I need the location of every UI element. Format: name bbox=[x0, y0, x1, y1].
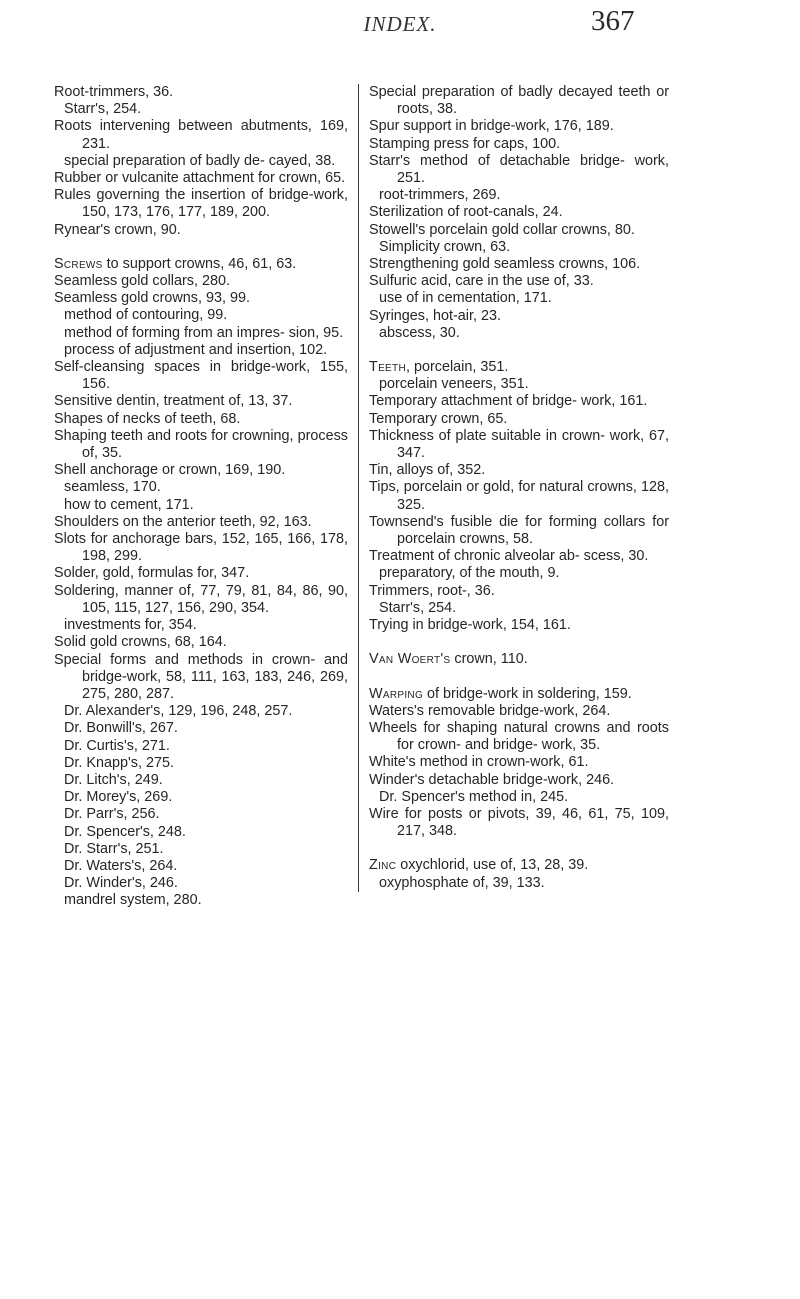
index-entry bbox=[54, 583, 348, 617]
entry-text: investments for, 354. bbox=[64, 617, 197, 634]
index-entry bbox=[369, 256, 669, 273]
index-entry bbox=[54, 187, 348, 221]
index-entry bbox=[54, 170, 348, 187]
section-lead-word: Van Woert's bbox=[369, 651, 451, 668]
index-entry bbox=[54, 428, 348, 462]
entry-text: Temporary attachment of bridge- work, 161. bbox=[369, 393, 648, 410]
index-entry bbox=[54, 84, 348, 101]
entry-text: Winder's detachable bridge-work, 246. bbox=[369, 771, 615, 788]
index-entry bbox=[54, 411, 348, 428]
index-entry bbox=[369, 84, 669, 118]
entry-text: Thickness of plate suitable in crown- work, 67, 347. bbox=[369, 427, 669, 462]
index-subentry bbox=[54, 824, 348, 841]
index-column-right bbox=[358, 84, 669, 892]
entry-text: oxychlorid, use of, 13, 28, 39. bbox=[396, 857, 589, 874]
running-header-title: INDEX. bbox=[363, 12, 437, 36]
entry-text: Tin, alloys of, 352. bbox=[369, 462, 486, 479]
index-subentry bbox=[54, 307, 348, 324]
entry-text: Rubber or vulcanite attachment for crown, 65. bbox=[54, 170, 346, 187]
entry-text: Sensitive dentin, treatment of, 13, 37. bbox=[54, 393, 293, 410]
entry-text: Sterilization of root-canals, 24. bbox=[369, 204, 563, 221]
index-entry bbox=[369, 118, 669, 135]
entry-text: Dr. Alexander's, 129, 196, 248, 257. bbox=[64, 703, 293, 720]
index-entry bbox=[369, 153, 669, 187]
entry-text: Dr. Winder's, 246. bbox=[64, 875, 178, 892]
entry-text: method of contouring, 99. bbox=[64, 307, 228, 324]
index-subentry bbox=[54, 892, 348, 909]
entry-text: abscess, 30. bbox=[379, 324, 460, 341]
entry-text: Wheels for shaping natural crowns and roots for crown- and bridge- work, 35. bbox=[369, 719, 669, 754]
index-subentry bbox=[369, 325, 669, 342]
index-entry bbox=[54, 565, 348, 582]
index-entry bbox=[54, 634, 348, 651]
entry-text: White's method in crown-work, 61. bbox=[369, 754, 589, 771]
index-entry bbox=[369, 686, 669, 703]
index-entry bbox=[369, 462, 669, 479]
entry-text: Shaping teeth and roots for crowning, process of, 35. bbox=[54, 427, 348, 462]
entry-text: Shell anchorage or crown, 169, 190. bbox=[54, 462, 286, 479]
entry-text: Root-trimmers, 36. bbox=[54, 84, 174, 100]
index-entry bbox=[54, 256, 348, 273]
index-entry bbox=[54, 462, 348, 479]
index-subentry bbox=[54, 703, 348, 720]
entry-text: Tips, porcelain or gold, for natural crowns, 128, 325. bbox=[369, 479, 669, 513]
entry-text: Strengthening gold seamless crowns, 106. bbox=[369, 256, 641, 273]
entry-text: Rules governing the insertion of bridge-work, 150, 173, 176, 177, 189, 200. bbox=[54, 187, 348, 221]
index-entry bbox=[369, 136, 669, 153]
entry-text: of bridge-work in soldering, 159. bbox=[423, 685, 632, 702]
entry-text: , porcelain, 351. bbox=[405, 359, 509, 376]
entry-text: Soldering, manner of, 77, 79, 81, 84, 86, 90, 105, 115, 127, 156, 290, 354. bbox=[54, 582, 348, 616]
index-entry bbox=[369, 617, 669, 634]
index-entry bbox=[369, 359, 669, 376]
entry-text: Special preparation of badly decayed teeth or roots, 38. bbox=[369, 84, 669, 118]
index-entry bbox=[369, 806, 669, 840]
entry-text: process of adjustment and insertion, 102. bbox=[64, 341, 328, 358]
entry-text: how to cement, 171. bbox=[64, 496, 194, 513]
index-subentry bbox=[369, 789, 669, 806]
index-entry bbox=[54, 652, 348, 704]
entry-text: Dr. Parr's, 256. bbox=[64, 806, 160, 823]
index-entry bbox=[54, 514, 348, 531]
entry-text: Sulfuric acid, care in the use of, 33. bbox=[369, 273, 594, 290]
index-subentry bbox=[369, 376, 669, 393]
index-subentry bbox=[54, 497, 348, 514]
index-entry bbox=[54, 273, 348, 290]
index-subentry bbox=[54, 738, 348, 755]
index-subentry bbox=[369, 600, 669, 617]
index-subentry bbox=[54, 875, 348, 892]
index-subentry bbox=[54, 325, 348, 342]
entry-text: Starr's, 254. bbox=[379, 599, 457, 616]
index-entry bbox=[54, 393, 348, 410]
entry-text: method of forming from an impres- sion, 95. bbox=[64, 324, 344, 341]
entry-text: Wire for posts or pivots, 39, 46, 61, 75, 109, 217, 348. bbox=[369, 805, 669, 840]
entry-text: seamless, 170. bbox=[64, 479, 161, 496]
index-subentry bbox=[54, 101, 348, 118]
entry-text: to support crowns, 46, 61, 63. bbox=[102, 255, 297, 272]
index-subentry bbox=[369, 239, 669, 256]
entry-text: Trimmers, root-, 36. bbox=[369, 582, 495, 599]
index-subentry bbox=[54, 479, 348, 496]
index-entry bbox=[369, 772, 669, 789]
entry-text: Temporary crown, 65. bbox=[369, 410, 508, 427]
index-entry bbox=[54, 290, 348, 307]
index-subentry bbox=[54, 858, 348, 875]
entry-text: special preparation of badly de- cayed, 38. bbox=[64, 152, 336, 169]
entry-text: Solid gold crowns, 68, 164. bbox=[54, 634, 227, 651]
index-entry bbox=[369, 857, 669, 874]
entry-text: root-trimmers, 269. bbox=[379, 187, 501, 204]
entry-text: Trying in bridge-work, 154, 161. bbox=[369, 617, 571, 634]
index-entry bbox=[369, 411, 669, 428]
entry-text: crown, 110. bbox=[450, 651, 528, 668]
index-entry bbox=[369, 514, 669, 548]
entry-text: Stamping press for caps, 100. bbox=[369, 135, 561, 152]
section-lead-word: Screws bbox=[54, 255, 103, 272]
index-entry bbox=[369, 703, 669, 720]
index-subentry bbox=[54, 342, 348, 359]
entry-text: Dr. Curtis's, 271. bbox=[64, 737, 170, 754]
entry-text: Dr. Waters's, 264. bbox=[64, 857, 178, 874]
entry-text: Shoulders on the anterior teeth, 92, 163. bbox=[54, 513, 312, 530]
entry-text: Dr. Starr's, 251. bbox=[64, 840, 164, 857]
entry-text: Seamless gold crowns, 93, 99. bbox=[54, 290, 250, 307]
entry-text: Dr. Morey's, 269. bbox=[64, 789, 173, 806]
page-number: 367 bbox=[591, 5, 635, 37]
index-subentry bbox=[54, 806, 348, 823]
section-lead-word: Teeth bbox=[369, 359, 406, 376]
index-entry bbox=[54, 118, 348, 152]
entry-text: preparatory, of the mouth, 9. bbox=[379, 565, 560, 582]
section-lead-word: Zinc bbox=[369, 857, 397, 874]
entry-text: Solder, gold, formulas for, 347. bbox=[54, 565, 250, 582]
index-entry bbox=[369, 651, 669, 668]
entry-text: Dr. Bonwill's, 267. bbox=[64, 720, 178, 737]
index-subentry bbox=[369, 565, 669, 582]
entry-text: Syringes, hot-air, 23. bbox=[369, 307, 501, 324]
section-lead-word: Warping bbox=[369, 685, 424, 702]
index-entry bbox=[369, 308, 669, 325]
index-entry bbox=[369, 479, 669, 513]
entry-text: Roots intervening between abutments, 169, 231. bbox=[54, 118, 348, 152]
entry-text: Dr. Litch's, 249. bbox=[64, 771, 163, 788]
entry-text: Simplicity crown, 63. bbox=[379, 238, 511, 255]
entry-text: Starr's, 254. bbox=[64, 101, 142, 118]
entry-text: Spur support in bridge-work, 176, 189. bbox=[369, 118, 614, 135]
entry-text: use of in cementation, 171. bbox=[379, 290, 552, 307]
index-entry bbox=[369, 393, 669, 410]
index-entry bbox=[369, 222, 669, 239]
entry-text: Townsend's fusible die for forming collars for porcelain crowns, 58. bbox=[369, 513, 669, 548]
index-subentry bbox=[369, 875, 669, 892]
index-subentry bbox=[54, 755, 348, 772]
index-subentry bbox=[54, 772, 348, 789]
entry-text: Dr. Spencer's, 248. bbox=[64, 823, 186, 840]
index-subentry bbox=[54, 617, 348, 634]
index-subentry bbox=[54, 720, 348, 737]
index-entry bbox=[369, 754, 669, 771]
entry-text: Self-cleansing spaces in bridge-work, 155, 156. bbox=[54, 359, 348, 393]
entry-text: Seamless gold collars, 280. bbox=[54, 273, 230, 290]
index-subentry bbox=[54, 841, 348, 858]
entry-text: Stowell's porcelain gold collar crowns, 80. bbox=[369, 221, 635, 238]
entry-text: Treatment of chronic alveolar ab- scess, 30. bbox=[369, 548, 649, 565]
index-entry bbox=[54, 222, 348, 239]
index-entry bbox=[54, 531, 348, 565]
entry-text: porcelain veneers, 351. bbox=[379, 376, 529, 393]
index-entry bbox=[369, 273, 669, 290]
entry-text: Special forms and methods in crown- and bridge-work, 58, 111, 163, 183, 246, 269, 275, 280, 287. bbox=[54, 651, 348, 702]
entry-text: Starr's method of detachable bridge- work, 251. bbox=[369, 152, 669, 187]
entry-text: mandrel system, 280. bbox=[64, 892, 202, 909]
index-subentry bbox=[369, 187, 669, 204]
entry-text: Slots for anchorage bars, 152, 165, 166, 178, 198, 299. bbox=[54, 531, 348, 565]
index-subentry bbox=[54, 789, 348, 806]
index-subentry bbox=[369, 290, 669, 307]
index-column-left bbox=[54, 84, 348, 910]
index-entry bbox=[369, 428, 669, 462]
index-entry bbox=[54, 359, 348, 393]
index-entry bbox=[369, 583, 669, 600]
entry-text: Dr. Spencer's method in, 245. bbox=[379, 788, 569, 805]
index-entry bbox=[369, 204, 669, 221]
entry-text: oxyphosphate of, 39, 133. bbox=[379, 874, 545, 891]
entry-text: Shapes of necks of teeth, 68. bbox=[54, 410, 241, 427]
entry-text: Waters's removable bridge-work, 264. bbox=[369, 702, 611, 719]
index-subentry bbox=[54, 153, 348, 170]
index-entry bbox=[369, 548, 669, 565]
index-entry bbox=[369, 720, 669, 754]
entry-text: Dr. Knapp's, 275. bbox=[64, 754, 174, 771]
entry-text: Rynear's crown, 90. bbox=[54, 221, 181, 238]
